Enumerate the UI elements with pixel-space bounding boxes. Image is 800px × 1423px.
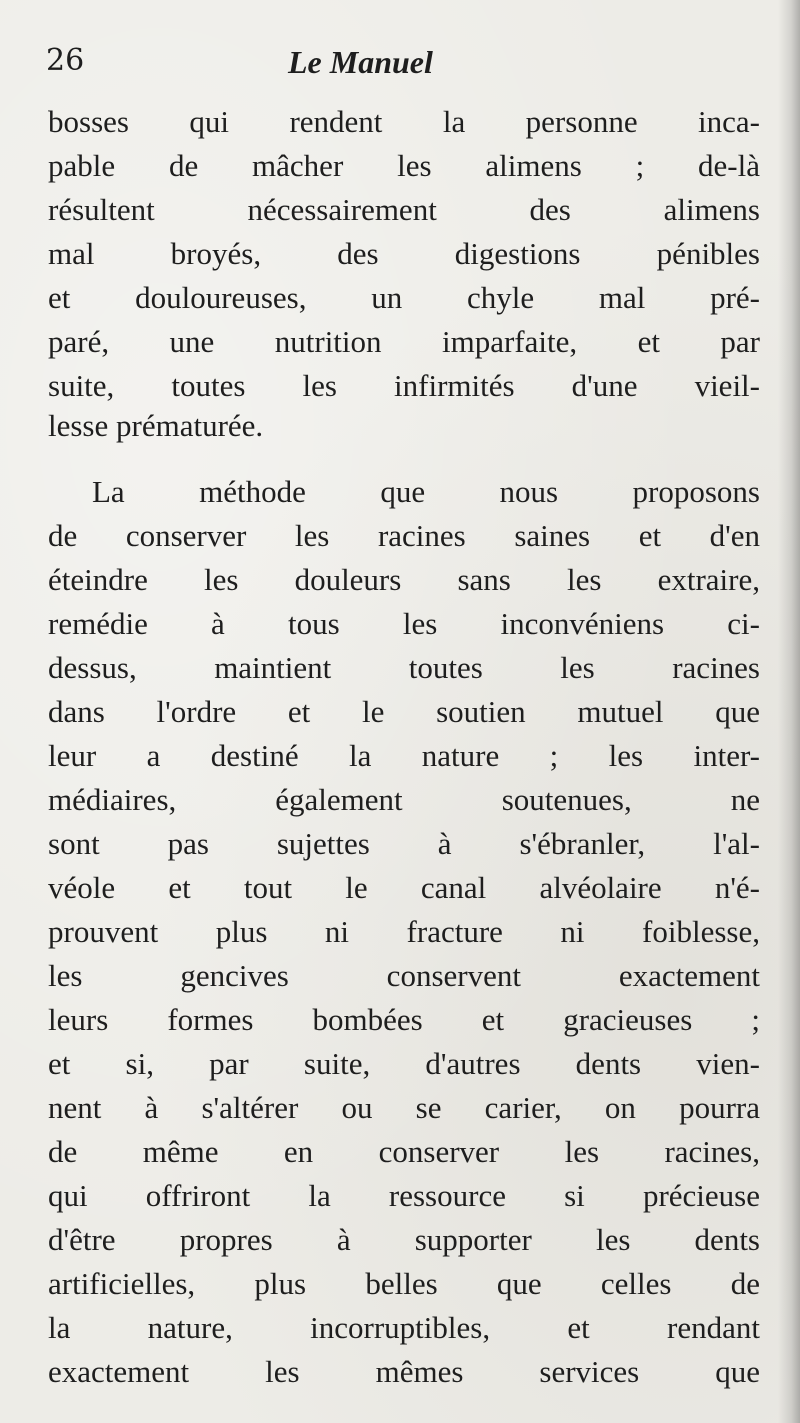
text-line: pable de mâcher les alimens ; de-là: [48, 148, 760, 183]
text-line: sont pas sujettes à s'ébranler, l'al-: [48, 826, 760, 861]
text-line: La méthode que nous proposons: [92, 474, 760, 509]
text-line: bosses qui rendent la personne inca-: [48, 104, 760, 139]
text-line: dessus, maintient toutes les racines: [48, 650, 760, 685]
text-line: leurs formes bombées et gracieuses ;: [48, 1002, 760, 1037]
text-line: véole et tout le canal alvéolaire n'é-: [48, 870, 760, 905]
text-line: d'être propres à supporter les dents: [48, 1222, 760, 1257]
text-line: et douloureuses, un chyle mal pré-: [48, 280, 760, 315]
text-line: la nature, incorruptibles, et rendant: [48, 1310, 760, 1345]
text-line: dans l'ordre et le soutien mutuel que: [48, 694, 760, 729]
text-line: leur a destiné la nature ; les inter-: [48, 738, 760, 773]
text-line: paré, une nutrition imparfaite, et par: [48, 324, 760, 359]
page-edge-shadow: [778, 0, 800, 1423]
text-line: les gencives conservent exactement: [48, 958, 760, 993]
text-line: mal broyés, des digestions pénibles: [48, 236, 760, 271]
text-line: suite, toutes les infirmités d'une vieil-: [48, 368, 760, 403]
text-line: médiaires, également soutenues, ne: [48, 782, 760, 817]
text-line: résultent nécessairement des alimens: [48, 192, 760, 227]
text-line: artificielles, plus belles que celles de: [48, 1266, 760, 1301]
text-line: de conserver les racines saines et d'en: [48, 518, 760, 553]
text-line: prouvent plus ni fracture ni foiblesse,: [48, 914, 760, 949]
running-head: Le Manuel: [288, 44, 433, 80]
text-line: remédie à tous les inconvéniens ci-: [48, 606, 760, 641]
text-line: qui offriront la ressource si précieuse: [48, 1178, 760, 1213]
text-line: lesse prématurée.: [48, 408, 264, 443]
text-line: nent à s'altérer ou se carier, on pourra: [48, 1090, 760, 1125]
text-line: exactement les mêmes services que: [48, 1354, 760, 1389]
text-line: éteindre les douleurs sans les extraire,: [48, 562, 760, 597]
text-line: de même en conserver les racines,: [48, 1134, 760, 1169]
page-number: 26: [46, 43, 85, 78]
text-line: et si, par suite, d'autres dents vien-: [48, 1046, 760, 1081]
